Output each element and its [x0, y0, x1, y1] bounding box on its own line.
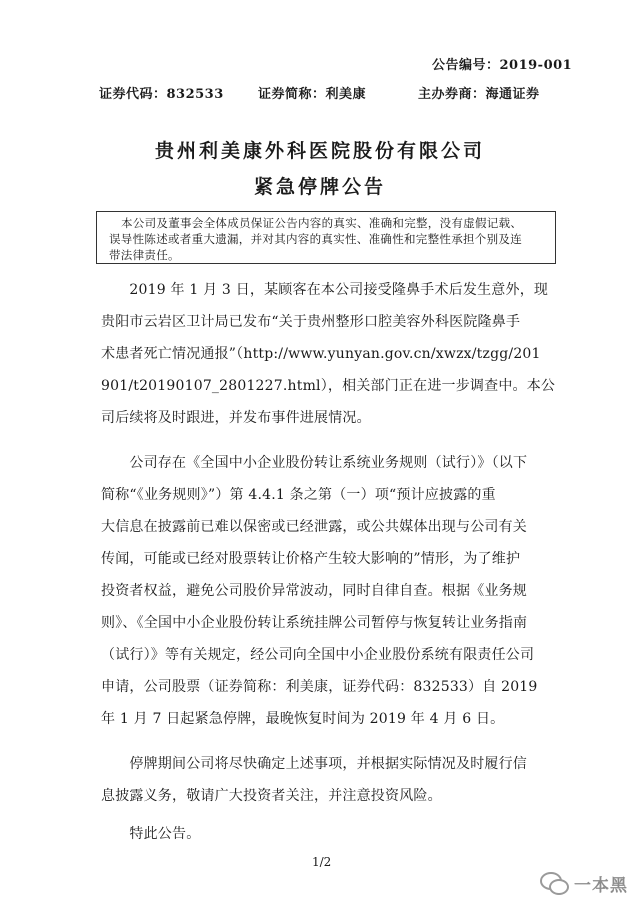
body-line: 901/t20190107_2801227.html），相关部门正在进一步调查中。本公: [101, 378, 556, 394]
watermark: [540, 866, 630, 898]
closing-line: 特此公告。: [101, 826, 201, 842]
body-line: 申请，公司股票（证券简称：利美康，证券代码：832533）自 2019: [101, 679, 538, 695]
body-line: 则》、《全国中小企业股份转让系统挂牌公司暂停与恢复转让业务指南: [101, 615, 528, 631]
body-line: （试行）》等有关规定，经公司向全国中小企业股份系统有限责任公司: [101, 647, 535, 663]
announcement-number: 公告编号：2019-001: [432, 58, 573, 73]
body-line: 简称“《业务规则》”）第 4.4.1 条之第（一）项“预计应披露的重: [101, 487, 496, 503]
body-line: 投资者权益，避免公司股价异常波动，同时自律自查。根据《业务规: [101, 583, 527, 599]
disclaimer-box: [96, 211, 556, 264]
body-line: 息披露义务，敬请广大投资者关注，并注意投资风险。: [101, 788, 442, 804]
announcement-title: 紧急停牌公告: [253, 176, 386, 198]
body-line: 停牌期间公司将尽快确定上述事项，并根据实际情况及时履行信: [101, 756, 527, 772]
body-line: 贵阳市云岩区卫计局已发布“关于贵州整形口腔美容外科医院隆鼻手: [101, 314, 521, 330]
disclaimer-line: 带法律责任。: [109, 248, 180, 262]
body-line: 大信息在披露前已难以保密或已经泄露，或公共媒体出现与公司有关: [101, 519, 527, 535]
body-line: 公司存在《全国中小企业股份转让系统业务规则（试行）》（以下: [101, 455, 528, 471]
security-code: 证券代码：832533: [99, 87, 224, 102]
wechat-logo-icon-bubble: [549, 879, 569, 895]
body-line: 术患者死亡情况通报”（http://www.yunyan.gov.cn/xwzx/tzgg/201: [101, 346, 541, 362]
body-line: 司后续将及时跟进，并发布事件进展情况。: [101, 410, 371, 426]
company-title: 贵州利美康外科医院股份有限公司: [154, 140, 485, 162]
disclaimer-line: 本公司及董事会全体成员保证公告内容的真实、准确和完整，没有虚假记载、: [121, 216, 523, 230]
watermark-text: 一本黑: [574, 876, 628, 896]
body-line: 传闻，可能或已经对股票转让价格产生较大影响的”情形，为了维护: [101, 551, 521, 567]
body-line: 2019 年 1 月 3 日，某顾客在本公司接受隆鼻手术后发生意外，现: [101, 282, 549, 298]
disclaimer-line: 误导性陈述或者重大遗漏，并对其内容的真实性、准确性和完整性承担个别及连: [109, 232, 522, 246]
page-number: 1/2: [312, 855, 332, 869]
lead-broker: 主办券商：海通证券: [418, 87, 540, 102]
body-line: 年 1 月 7 日起紧急停牌，最晚恢复时间为 2019 年 4 月 6 日。: [101, 711, 505, 727]
security-short-name: 证券简称：利美康: [258, 87, 367, 102]
